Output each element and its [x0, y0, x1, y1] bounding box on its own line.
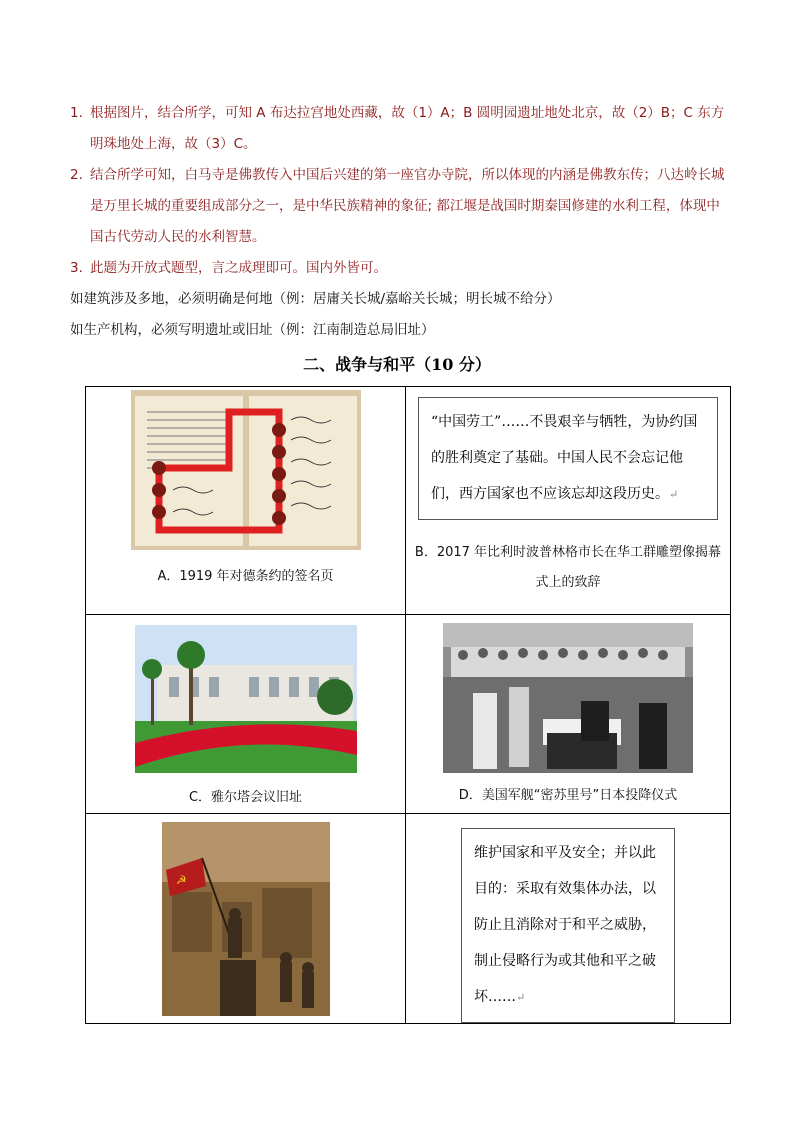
answer-number: 2. [70, 167, 83, 183]
caption-b: B．2017 年比利时波普林格市长在华工群雕塑像揭幕式上的致辞 [414, 545, 722, 590]
return-mark: ↵ [669, 488, 679, 501]
answer-number: 3. [70, 260, 83, 276]
section-title: 二、战争与和平（10 分） [303, 355, 491, 374]
quote-text-f: 维护国家和平及安全；并以此目的：采取有效集体办法，以防止且消除对于和平之威胁，制止侵略行为或其他和平之破坏…… [474, 845, 656, 1005]
cell-f [406, 814, 731, 1024]
quote-box-f [461, 828, 675, 1023]
reichstag-flag-image [162, 822, 330, 1016]
answer-item-1 [70, 98, 730, 160]
caption-d: D．美国军舰“密苏里号”日本投降仪式 [458, 788, 678, 803]
cell-b [406, 387, 731, 615]
quote-box-b [418, 397, 718, 520]
caption-c: C．雅尔塔会议旧址 [188, 790, 303, 805]
image-grid [85, 386, 731, 1024]
grading-note-1: 如建筑涉及多地，必须明确是何地（例：居庸关长城/嘉峪关长城；明长城不给分） [70, 291, 561, 307]
answer-item-3 [70, 253, 730, 284]
answer-list [70, 98, 730, 346]
treaty-signature-page-image [131, 390, 361, 550]
return-mark: ↵ [516, 991, 526, 1004]
quote-text-b: “中国劳工”……不畏艰辛与牺牲，为协约国的胜利奠定了基础。中国人民不会忘记他们，西方国家也不应该忘却这段历史。 [431, 414, 698, 502]
answer-text: 根据图片，结合所学，可知 A 布达拉宫地处西藏，故（1）A；B 圆明园遗址地处北京，故（2）B；C 东方明珠地处上海，故（3）C。 [90, 105, 725, 152]
surrender-ceremony-image [443, 623, 693, 773]
answer-text: 此题为开放式题型，言之成理即可。国内外皆可。 [90, 260, 387, 276]
caption-a: A．1919 年对德条约的签名页 [157, 569, 334, 584]
yalta-palace-image [135, 625, 357, 773]
svg-text:☭: ☭ [175, 873, 187, 887]
cell-d [406, 615, 731, 814]
answer-text: 结合所学可知，白马寺是佛教传入中国后兴建的第一座官办寺院，所以体现的内涵是佛教东传；八达岭长城是万里长城的重要组成部分之一，是中华民族精神的象征; 都江堰是战国时期秦国修建的水利工程，体现中国古代劳动人民的水利智慧。 [90, 167, 725, 245]
cell-e [86, 814, 406, 1024]
grading-note-2: 如生产机构，必须写明遗址或旧址（例：江南制造总局旧址） [70, 322, 435, 338]
cell-c [86, 615, 406, 814]
answer-number: 1. [70, 105, 83, 121]
cell-a [86, 387, 406, 615]
answer-item-2 [70, 160, 730, 253]
